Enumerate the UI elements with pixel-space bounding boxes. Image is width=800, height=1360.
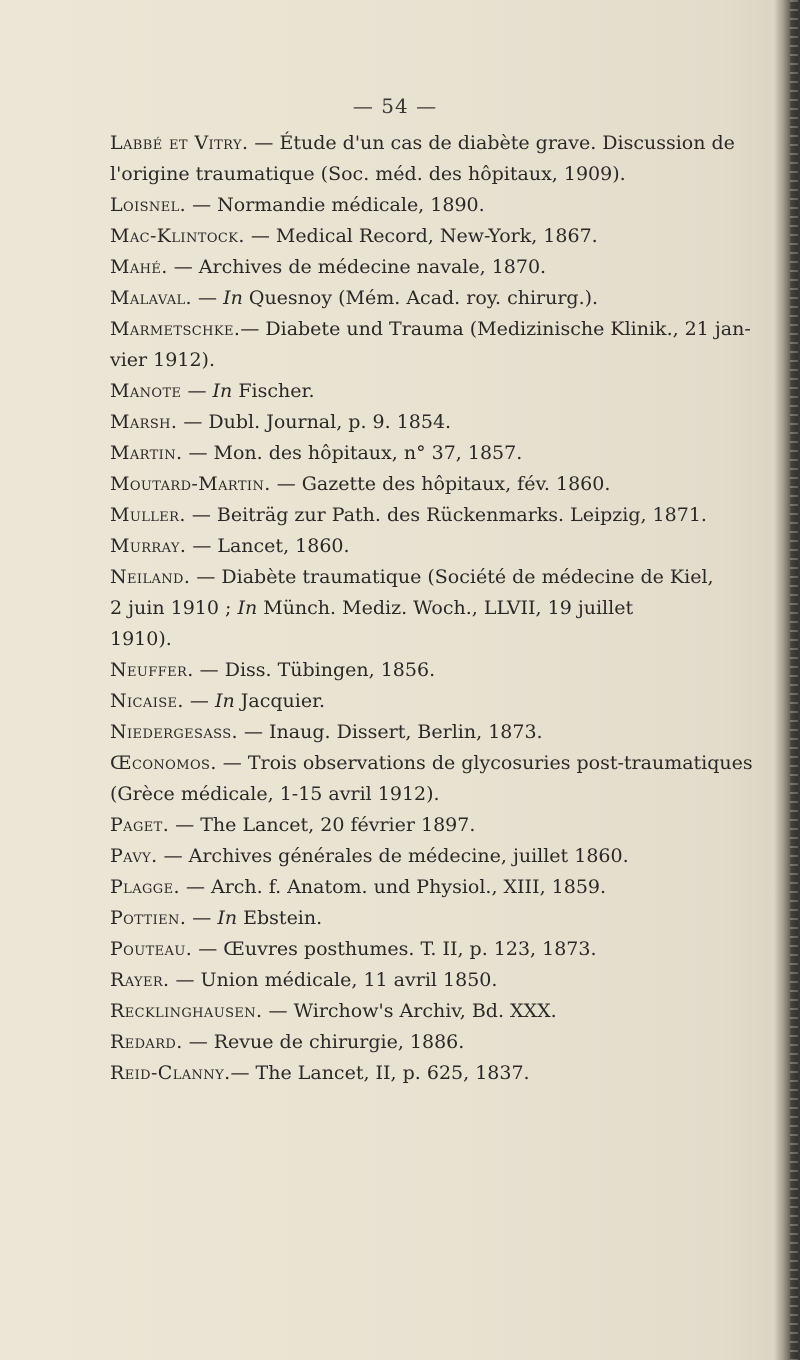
entry-author: Pottien. <box>110 907 187 929</box>
bibliography-entry <box>110 221 770 252</box>
bibliography-entry <box>110 469 770 500</box>
entry-author: Reid-Clanny. <box>110 1062 231 1084</box>
entry-continuation: (Grèce médicale, 1-15 avril 1912). <box>110 783 440 805</box>
entry-text-rest: Fischer. <box>232 380 315 402</box>
entry-text: — <box>186 907 218 929</box>
entry-author: Manote <box>110 380 182 402</box>
bibliography-entry <box>110 717 770 748</box>
entry-continuation: l'origine traumatique (Soc. méd. des hôpitaux, 1909). <box>110 163 626 185</box>
entry-author: Œconomos. <box>110 752 217 774</box>
entry-text: — <box>183 690 215 712</box>
entry-author: Redard. <box>110 1031 183 1053</box>
entry-author: Pavy. <box>110 845 158 867</box>
entry-author: Mac-Klintock. <box>110 225 245 247</box>
entry-author: Plagge. <box>110 876 180 898</box>
bibliography-entry <box>110 500 770 531</box>
entry-text: — Revue de chirurgie, 1886. <box>182 1031 465 1053</box>
entry-continuation <box>110 593 770 624</box>
entry-text: — Mon. des hôpitaux, n° 37, 1857. <box>182 442 523 464</box>
bibliography-list <box>110 128 770 1089</box>
bibliography-entry <box>110 934 770 965</box>
entry-continuation: vier 1912). <box>110 349 215 371</box>
bibliography-entry <box>110 686 770 717</box>
bibliography-entry <box>110 965 770 996</box>
bibliography-entry <box>110 996 770 1027</box>
bibliography-entry <box>110 562 770 655</box>
entry-italic: In <box>237 597 258 619</box>
entry-text: — Gazette des hôpitaux, fév. 1860. <box>270 473 611 495</box>
entry-text: — Étude d'un cas de diabète grave. Discussion de <box>248 132 735 154</box>
entry-text: — Trois observations de glycosuries post-traumatiques <box>216 752 753 774</box>
entry-author: Labbé et Vitry. <box>110 132 249 154</box>
bibliography-entry <box>110 376 770 407</box>
entry-text: — Archives de médecine navale, 1870. <box>167 256 547 278</box>
entry-author: Recklinghausen. <box>110 1000 263 1022</box>
bibliography-entry <box>110 407 770 438</box>
entry-text: — Diabète traumatique (Société de médecine de Kiel, <box>190 566 714 588</box>
entry-text-rest: Quesnoy (Mém. Acad. roy. chirurg.). <box>242 287 599 309</box>
entry-text-rest: Ebstein. <box>237 907 323 929</box>
entry-text: — Normandie médicale, 1890. <box>186 194 485 216</box>
entry-text: — Beiträg zur Path. des Rückenmarks. Leipzig, 1871. <box>185 504 707 526</box>
entry-author: Rayer. <box>110 969 170 991</box>
entry-author: Neiland. <box>110 566 191 588</box>
entry-text: — Diabete und Trauma (Medizinische Klinik., 21 jan- <box>240 318 751 340</box>
entry-text: — <box>181 380 213 402</box>
entry-text: — <box>191 287 224 309</box>
bibliography-entry <box>110 1058 770 1089</box>
entry-text: — Diss. Tübingen, 1856. <box>193 659 436 681</box>
entry-italic: In <box>212 380 233 402</box>
entry-author: Moutard-Martin. <box>110 473 271 495</box>
entry-text: — Archives générales de médecine, juillet 1860. <box>157 845 629 867</box>
bibliography-entry <box>110 841 770 872</box>
bibliography-entry <box>110 314 770 376</box>
bibliography-entry <box>110 438 770 469</box>
entry-author: Niedergesass. <box>110 721 238 743</box>
entry-author: Loisnel. <box>110 194 187 216</box>
bibliography-entry <box>110 1027 770 1058</box>
entry-author: Malaval. <box>110 287 192 309</box>
bibliography-entry <box>110 531 770 562</box>
entry-italic: In <box>217 907 238 929</box>
bibliography-entry <box>110 128 770 190</box>
entry-author: Neuffer. <box>110 659 194 681</box>
entry-text: — Dubl. Journal, p. 9. 1854. <box>177 411 452 433</box>
entry-continuation-rest: Münch. Mediz. Woch., LLVII, 19 juillet <box>257 597 634 619</box>
entry-text: — Arch. f. Anatom. und Physiol., XIII, 1859. <box>179 876 607 898</box>
entry-author: Muller. <box>110 504 186 526</box>
entry-text: — Medical Record, New-York, 1867. <box>244 225 598 247</box>
entry-italic: In <box>214 690 235 712</box>
entry-author: Paget. <box>110 814 170 836</box>
bibliography-entry <box>110 810 770 841</box>
entry-text: — Lancet, 1860. <box>186 535 350 557</box>
bibliography-entry <box>110 190 770 221</box>
entry-text: — Wirchow's Archiv, Bd. XXX. <box>262 1000 557 1022</box>
entry-author: Nicaise. <box>110 690 184 712</box>
entry-text: — Union médicale, 11 avril 1850. <box>169 969 498 991</box>
entry-author: Pouteau. <box>110 938 193 960</box>
page-edge-strip <box>790 0 798 1360</box>
bibliography-entry <box>110 903 770 934</box>
page-number: — 54 — <box>352 94 438 118</box>
entry-text: — Œuvres posthumes. T. II, p. 123, 1873. <box>192 938 597 960</box>
entry-author: Murray. <box>110 535 187 557</box>
entry-author: Martin. <box>110 442 183 464</box>
bibliography-entry <box>110 283 770 314</box>
entry-text: — The Lancet, 20 février 1897. <box>169 814 476 836</box>
bibliography-entry <box>110 748 770 810</box>
entry-italic: In <box>223 287 243 309</box>
bibliography-entry <box>110 252 770 283</box>
entry-author: Marsh. <box>110 411 178 433</box>
bibliography-entry <box>110 655 770 686</box>
entry-author: Mahé. <box>110 256 168 278</box>
entry-author: Marmetschke. <box>110 318 241 340</box>
entry-text-rest: Jacquier. <box>234 690 326 712</box>
bibliography-entry <box>110 872 770 903</box>
entry-text: — The Lancet, II, p. 625, 1837. <box>230 1062 530 1084</box>
entry-continuation: 1910). <box>110 628 172 650</box>
entry-continuation-text: 2 juin 1910 ; <box>110 597 238 619</box>
entry-text: — Inaug. Dissert, Berlin, 1873. <box>237 721 543 743</box>
